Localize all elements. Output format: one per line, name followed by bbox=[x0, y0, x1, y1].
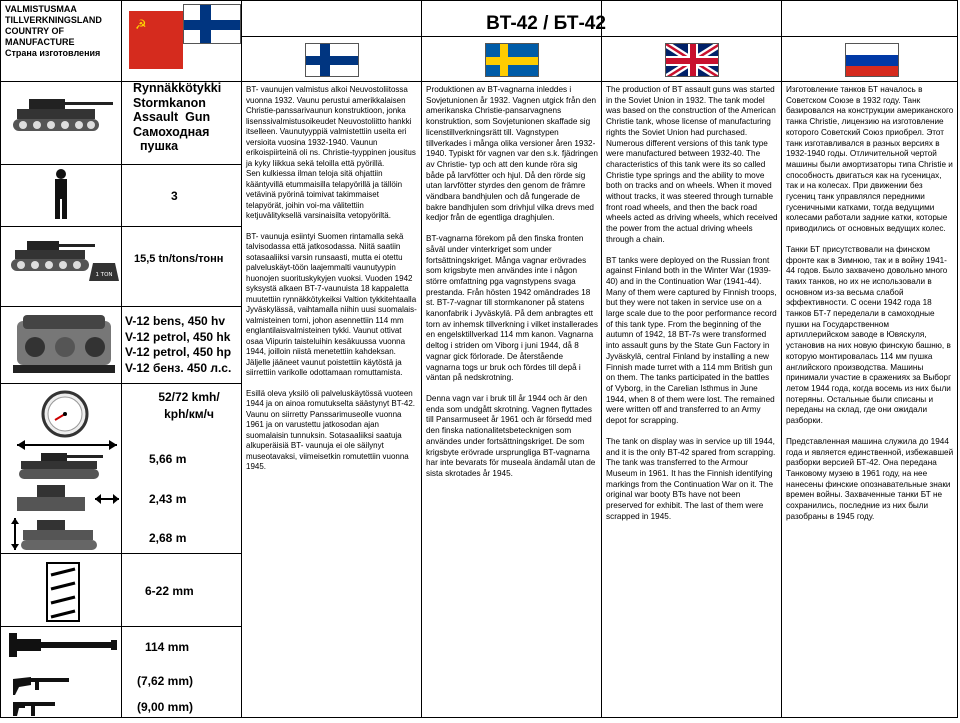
engine-ru: V-12 бенз. 450 л.с. bbox=[125, 360, 232, 375]
vehicle-type-ru-2: пушка bbox=[133, 139, 179, 153]
grid-line bbox=[1, 626, 241, 627]
machine-gun-calibre: (7,62 mm) bbox=[137, 674, 194, 688]
width-value: 2,43 m bbox=[149, 492, 187, 506]
speed-line-2: kph/км/ч bbox=[164, 407, 214, 421]
length-value: 5,66 m bbox=[149, 452, 187, 466]
vehicle-type-en: Assault Gun bbox=[133, 110, 211, 124]
assault-gun-icon bbox=[11, 93, 117, 140]
svg-text:☭: ☭ bbox=[135, 18, 147, 33]
ru-paragraph: Танки БТ присутствовали на финском фронте как в Зимнюю, так и в войну 1941-44 годов. Было захвачено довольно много таких танков, но их не использовали в основном из-за весьма слабой эффективности. С осени 1942 года 18 танков БТ-7 переделали в самоходные пушки на Государственном артиллерийском заводе в Ювяскуля, установив на них новую финскую башню, в которую монтировалась 114 мм пушка английского производства. Машины принимали участие в сражениях за Выборг летом 1944 года, когда восемь из них были потеряны. Остальные были списаны и переданы на склад, где они ожидали разборки. bbox=[786, 244, 952, 426]
width-icon bbox=[11, 483, 121, 520]
grid-line bbox=[241, 36, 957, 37]
vehicle-type bbox=[133, 81, 221, 154]
vehicle-type-sv: Stormkanon bbox=[133, 95, 206, 110]
fi-paragraph: BT- vaunujen valmistus alkoi Neuvostoliitossa vuonna 1932. Vaunu perustui amerikkalaisen Christie-panssarivaunun konstruktioon, jonka lisenssivalmistusoikeudet Neuvostoliitto hankki itselleen. Vaunutyyppiä valmistettiin useita eri versioita vuosina 1932-1940. Vaunun erikoispiirteinä oli ns. Christie-tyyppinen jousitus ja kyky liikkua sekä teloilla että pyörillä. Sen kulkiessa ilman teloja sitä ohjattiin kääntyvillä etummaisilla telapyörillä ja tällöin vetävinä pyörinä toimivat takimmaiset telapyörät, joihin voi-ma välitettiin ketjuvälityksellä varsinaisilta vetopyöriltä. bbox=[246, 85, 416, 220]
svg-text:1 TON: 1 TON bbox=[95, 272, 113, 278]
finland-flag bbox=[305, 43, 359, 77]
sv-paragraph: BT-vagnarna förekom på den finska fronten såväl under vinterkriget som under fortsättningskriget. Många vagnar erövrades som krigsbyte men användes inte i någon större omfattning pga vagnstypens svaga prestanda. Från hösten 1942 omändrades 18 st. BT-7-vagnar till stormkanoner på statens kanonfabrik i Jyväskylä. På dem anbragtes ett torn av inhemsk tillverkning i vilket installerades en engelsktillverkad 114 mm kanon. Vagnarna deltog i striden om Viborg i juni 1944, då 8 vagnar gick förlorade. De återstående vagnarna togs ur bruk och fördes till depå i väntan på nedskrotning. bbox=[426, 234, 599, 383]
grid-line bbox=[1, 226, 241, 227]
en-paragraph: BT tanks were deployed on the Russian front against Finland both in the Winter War (1939-40) and in the Continuation War (1941-44). Many of them were captured by Finnish troops, but they were not taken in service use on a large scale due to the poor performance record of this tank type. From the beginning of the autumn of 1942, 18 BT-7s were transformed into assault guns by the State Gun Factory in Jyväskylä, central Finland by installing a new Finnish made turret with a 114 mm British gun on them. The tanks participated in the battles of Vyborg, in the Carelian Isthmus in June 1944, when 8 of them were lost. The remained were written off and transferred to an Army depot for scrapping. bbox=[606, 255, 777, 426]
smg-calibre: (9,00 mm) bbox=[137, 700, 194, 714]
text-column-swedish bbox=[426, 85, 598, 490]
tank-weight-icon bbox=[9, 237, 121, 286]
vehicle-type-ru: Самоходная bbox=[133, 124, 210, 139]
en-paragraph: The production of BT assault guns was started in the Soviet Union in 1932. The tank model was based on the construction of the American Christie tank, whose license of manufacturing rights the Soviet Union had purchased. Numerous different versions of this tank type were manufactured between 1932-40. The characteristics of this tank were its so called Christie type springs and the ability to move both on tracks and on wheels. When it moved without tracks, it was steered through turnable front road wheels, and then the back road wheels acted as driving wheels, which received the power from the actual driving wheels through a chain. bbox=[606, 85, 778, 244]
speed-line-1: 52/72 kmh/ bbox=[158, 390, 220, 404]
sv-paragraph: Denna vagn var i bruk till år 1944 och är den enda som undgått skrotning. Vagnen flyttades till Pansarmuseet år 1961 och är försedd med den finska nationalitetsbetecknigen som användes under fortsättningskriget. De som krigsbyte erövrade ursprungliga BT-vagnarna har inte bevarats för museala ändamål utan de sista skrotades år 1945. bbox=[426, 393, 596, 478]
text-column-finnish bbox=[246, 85, 418, 483]
ru-paragraph: Изготовление танков БТ началось в Советском Союзе в 1932 году. Танк базировался на конструкции американского танка Christie, лицензию на изготовление которого Советский Союз приобрел. Этот танк изготавливался в разных версиях в 1932-1940 годы. Отличительной чертой машины были амортизаторы типа Christie и способность двигаться как на гусеницах, так и на колесах. При движении без гусениц танк управлялся передними гусеничными катками, тогда ведущими колесами работали задние катки, которые приводились от основных ведущих колес. bbox=[786, 85, 954, 234]
engine-specs bbox=[125, 314, 231, 376]
submachine-gun-icon bbox=[11, 698, 57, 723]
ru-paragraph: Представленная машина служила до 1944 года и является единственной, избежавшей разборки версией БТ-42. Она передана Танковому музею в 1961 году, на нее нанесены финские опознавательные знаки времен войны. Захваченные танки БТ не сохранились, последние из них были разобраны в 1945 году. bbox=[786, 436, 954, 521]
height-value: 2,68 m bbox=[149, 531, 187, 545]
grid-line bbox=[1, 306, 241, 307]
fi-paragraph: BT- vaunuja esiintyi Suomen rintamalla sekä talvisodassa että jatkosodassa. Niitä saatiin sotasaaliiksi varsin runsaasti, mutta ei otettu palveluskäyt-töön laajemmalti vaunutyypin huonojen suorituskykyjen vuoksi. Vuoden 1942 syksystä alkaen BT-7-vaunuista 18 kappaletta muutettiin rynnäkkötykeiksi Valtion tykkitehtaalla Jyväskylässä, vaihtamalla niihin uusi suomalais-valmisteinen torni, johon asennettiin 114 mm englantilaisvalmisteinen tykki. Vaunut ottivat osaa Viipurin taisteluihin kesäkuussa vuonna 1944, joilloin niistä menetettiin kahdeksan. Jäljelle jääneet vaunut poistettiin käytöstä ja siirrettiin varikolle odottamaan romuttamista. bbox=[246, 231, 417, 377]
engine-en: V-12 petrol, 450 hp bbox=[125, 345, 232, 359]
finland-flag bbox=[183, 4, 241, 44]
grid-line bbox=[601, 1, 602, 717]
armour-value: 6-22 mm bbox=[145, 584, 194, 598]
main-gun-calibre: 114 mm bbox=[145, 640, 190, 654]
soldier-icon bbox=[51, 169, 71, 226]
speed-value bbox=[139, 389, 239, 423]
weight-value: 15,5 tn/tons/тонн bbox=[134, 253, 224, 265]
grid-line bbox=[781, 1, 782, 717]
grid-line bbox=[1, 383, 241, 384]
ussr-flag bbox=[129, 11, 183, 69]
text-column-english bbox=[606, 85, 778, 532]
russia-flag bbox=[845, 43, 899, 77]
grid-line bbox=[241, 1, 242, 717]
en-paragraph: The tank on display was in service up till 1944, and it is the only BT-42 spared from scrapping. The tank was transferred to the Armour Museum in 1961. It has the Finnish identifying markings from the Continuation War on it. The original war booty BTs have not been preserved for exhibit. The last of them were scrapped in 1945. bbox=[606, 436, 776, 521]
armour-plate-icon bbox=[45, 561, 81, 628]
grid-line bbox=[421, 1, 422, 717]
country-of-manufacture-label: VALMISTUSMAA TILLVERKNINGSLAND COUNTRY OF MANUFACTURE Страна изготовления bbox=[5, 4, 102, 58]
engine-sv: V-12 petrol, 450 hk bbox=[125, 329, 231, 344]
height-icon bbox=[11, 516, 121, 557]
sweden-flag bbox=[485, 43, 539, 77]
grid-line bbox=[121, 1, 122, 717]
length-icon bbox=[15, 439, 119, 488]
sv-paragraph: Produktionen av BT-vagnarna inleddes i Sovjetunionen år 1932. Vagnen utgick från den amerikanska Christie-pansarvagnens konstruktion, som Sovjetunionen skaffade sig licenstillverkningsrätt till. Vagnstypen tillverkades i många olika versioner åren 1932-1940. Typiskt för vagnen var den s.k. fjädringen av Christie- typ och att den kunde röra sig både på larvfötter och hjul. Då den rörde sig utan larvfötter styrdes den genom de främre vändbara bandhjulen och då fungerade de bakre bandhjulen som drivhjul vilka drevs med kedjor från de egentliga draghjulen. bbox=[426, 85, 598, 223]
main-gun-icon bbox=[7, 629, 119, 666]
crew-count: 3 bbox=[171, 189, 178, 203]
text-column-russian bbox=[786, 85, 954, 532]
engine-fi: V-12 bens, 450 hv bbox=[125, 314, 226, 328]
vehicle-type-fi: Rynnäkkötykki bbox=[133, 81, 222, 95]
grid-line bbox=[1, 164, 241, 165]
uk-flag bbox=[665, 43, 719, 77]
engine-icon bbox=[9, 313, 119, 382]
fi-paragraph: Esillä oleva yksilö oli palveluskäytössä vuoteen 1944 ja on ainoa romutukselta säästynyt BT-42. Vaunu on siirretty Panssarimuseolle vuonna 1961 ja on varustettu jatkosodan ajan suomalaisin tunnuksin. Sotasaaliiksi saatuja alkuperäisiä BT- vaunuja ei ole säilynyt museotavaksi, viimeisetkin romutettiin vuonna 1945. bbox=[246, 388, 415, 471]
page-title: BT-42 / БТ-42 bbox=[486, 13, 606, 34]
speedometer-icon bbox=[41, 390, 89, 443]
